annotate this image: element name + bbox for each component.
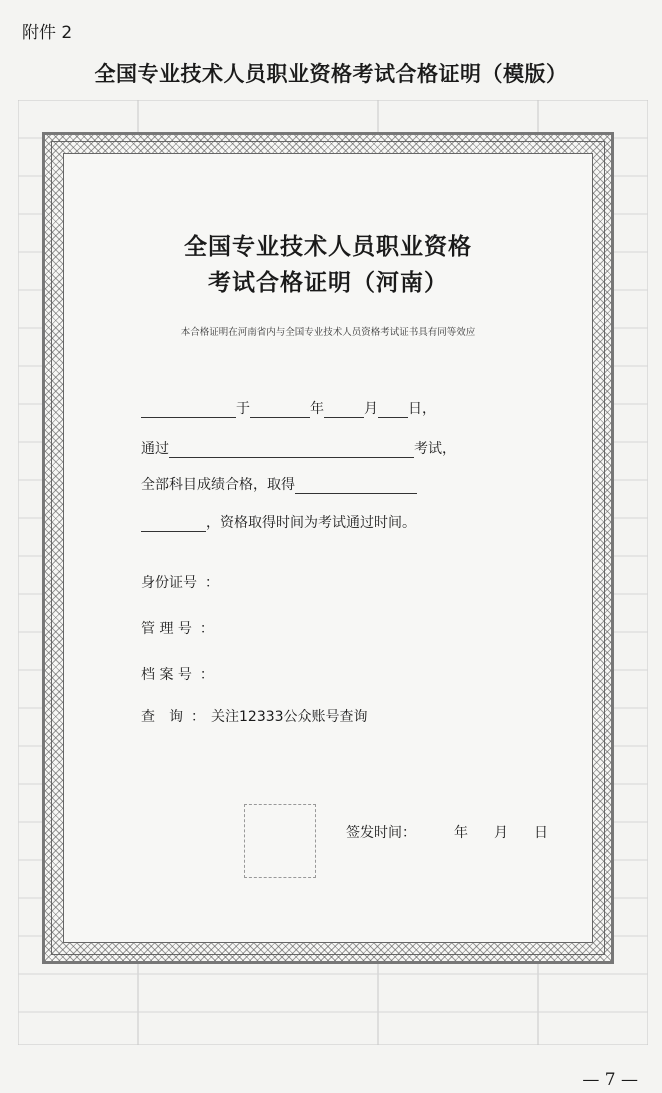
pass-prefix: 通过 — [141, 441, 169, 457]
issue-month: 月 — [494, 825, 508, 841]
time-suffix: ，资格取得时间为考试通过时间。 — [206, 515, 416, 531]
certificate-frame — [42, 132, 614, 964]
query-label: 查 询 — [141, 709, 183, 725]
query-value: 关注12333公众账号查询 — [211, 709, 368, 725]
management-number-field — [141, 618, 214, 638]
query-line — [141, 706, 368, 726]
blank-exam-year — [141, 402, 236, 418]
pass-suffix: 考试， — [414, 441, 456, 457]
date-yu: 于 — [236, 401, 250, 417]
file-number-field — [141, 664, 214, 684]
id-number-colon: ： — [205, 575, 219, 591]
file-number-colon: ： — [199, 667, 214, 683]
photo-stamp-area — [244, 804, 316, 878]
date-line — [141, 398, 436, 418]
obtain-line — [141, 474, 417, 494]
certificate-body — [63, 153, 593, 943]
management-number-colon: ： — [199, 621, 214, 637]
date-month: 月 — [364, 401, 378, 417]
query-colon: ： — [191, 709, 205, 725]
issue-date-label: 签发时间： — [346, 825, 416, 841]
page-number: — 7 — — [582, 1070, 638, 1090]
blank-month — [324, 402, 364, 418]
validity-notice: 本合格证明在河南省内与全国专业技术人员资格考试证书具有同等效应 — [180, 327, 476, 338]
date-day: 日， — [408, 401, 436, 417]
blank-exam-name — [169, 442, 414, 458]
file-number-label: 档 案 号 — [141, 667, 192, 683]
obtain-prefix: 全部科目成绩合格，取得 — [141, 477, 295, 493]
blank-year — [250, 402, 310, 418]
blank-day — [378, 402, 408, 418]
blank-qualification — [295, 478, 417, 494]
id-number-label: 身份证号 — [141, 575, 197, 591]
certificate-title-line1: 全国专业技术人员职业资格 — [184, 233, 472, 260]
pass-line — [141, 438, 456, 458]
id-number-field — [141, 572, 219, 592]
certificate-title-line2: 考试合格证明（河南） — [208, 269, 448, 296]
annex-label: 附件 2 — [22, 23, 73, 43]
issue-date-line — [346, 822, 548, 842]
management-number-label: 管 理 号 — [141, 621, 192, 637]
date-year: 年 — [310, 401, 324, 417]
issue-year: 年 — [454, 825, 468, 841]
blank-level — [141, 516, 206, 532]
page-title: 全国专业技术人员职业资格考试合格证明（模版） — [94, 61, 568, 86]
time-line — [141, 512, 416, 532]
issue-day: 日 — [534, 825, 548, 841]
